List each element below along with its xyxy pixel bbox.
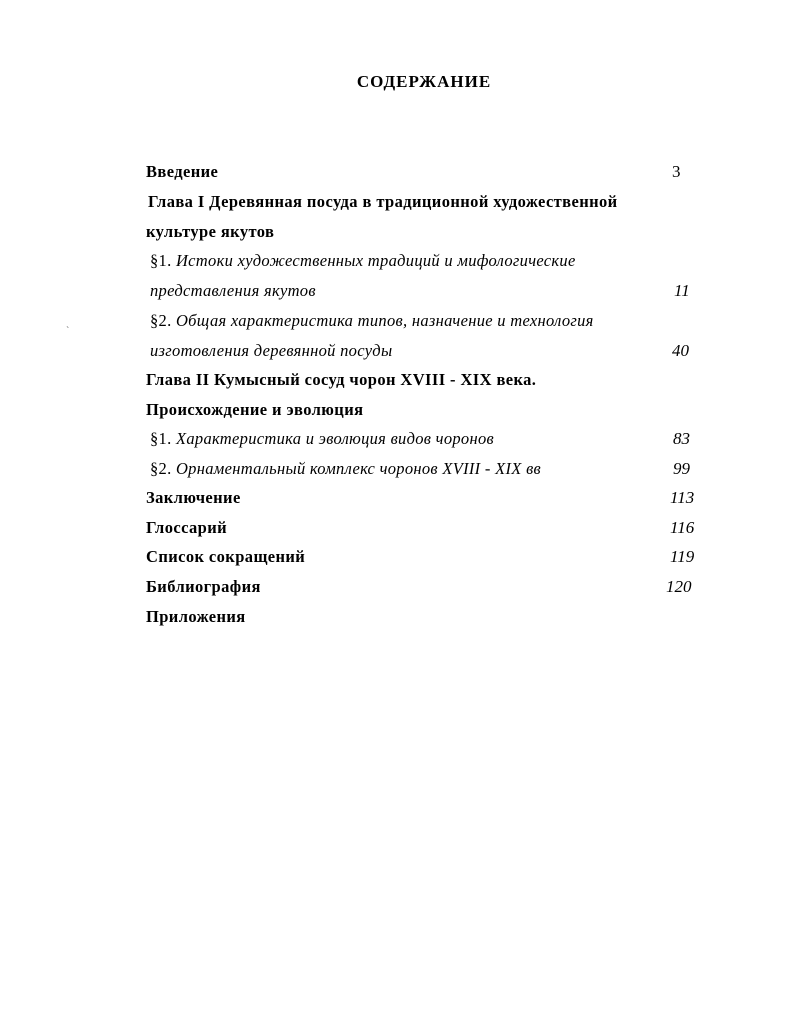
toc-ch2-sec1-text: Характеристика и эволюция видов чоронов [175,429,494,448]
toc-ch1-sec2-line1 [150,311,594,331]
toc-ch1-sec2-page: 40 [672,341,689,360]
toc-ch1-sec2-line2: изготовления деревянной посуды [150,341,393,360]
toc-abbreviations-page: 119 [670,547,695,566]
toc-chapter1-line2: культуре якутов [146,222,275,241]
toc-ch2-sec2-num: §2. [150,459,172,478]
toc-chapter2-line2: Происхождение и эволюция [146,400,364,419]
toc-ch1-sec1-page: 11 [674,281,690,300]
toc-ch1-sec2-num: §2. [150,311,172,330]
toc-chapter2-line1: Глава II Кумысный сосуд чорон XVIII - XIX века. [146,370,537,389]
page-title: СОДЕРЖАНИЕ [356,72,492,91]
toc-bibliography-page: 120 [666,577,692,596]
toc-ch2-sec1-line1 [150,429,494,449]
toc-ch1-sec1-text: Истоки художественных традиций и мифологические [175,251,576,270]
toc-glossary-page: 116 [670,518,695,537]
toc-ch1-sec1-line2: представления якутов [150,281,316,300]
toc-intro-page: 3 [672,162,681,181]
scan-speck: ` [66,326,70,337]
toc-ch1-sec1-line1 [150,251,576,271]
toc-chapter1-line1: Глава I Деревянная посуда в традиционной художественной [148,192,618,211]
toc-intro-label: Введение [146,162,219,181]
toc-ch2-sec1-num: §1. [150,429,172,448]
toc-ch2-sec2-text: Орнаментальный комплекс чоронов XVIII - XIX вв [175,459,542,478]
toc-conclusion-page: 113 [670,488,695,507]
toc-bibliography-label: Библиография [146,577,261,596]
toc-ch1-sec1-num: §1. [150,251,172,270]
toc-ch2-sec2-page: 99 [673,459,690,478]
toc-ch2-sec1-page: 83 [673,429,690,448]
toc-conclusion-label: Заключение [146,488,241,507]
toc-ch2-sec2-line1 [150,459,541,479]
toc-abbreviations-label: Список сокращений [146,547,306,566]
toc-ch1-sec2-text: Общая характеристика типов, назначение и технология [175,311,594,330]
toc-appendices-label: Приложения [146,607,246,626]
toc-glossary-label: Глоссарий [146,518,228,537]
